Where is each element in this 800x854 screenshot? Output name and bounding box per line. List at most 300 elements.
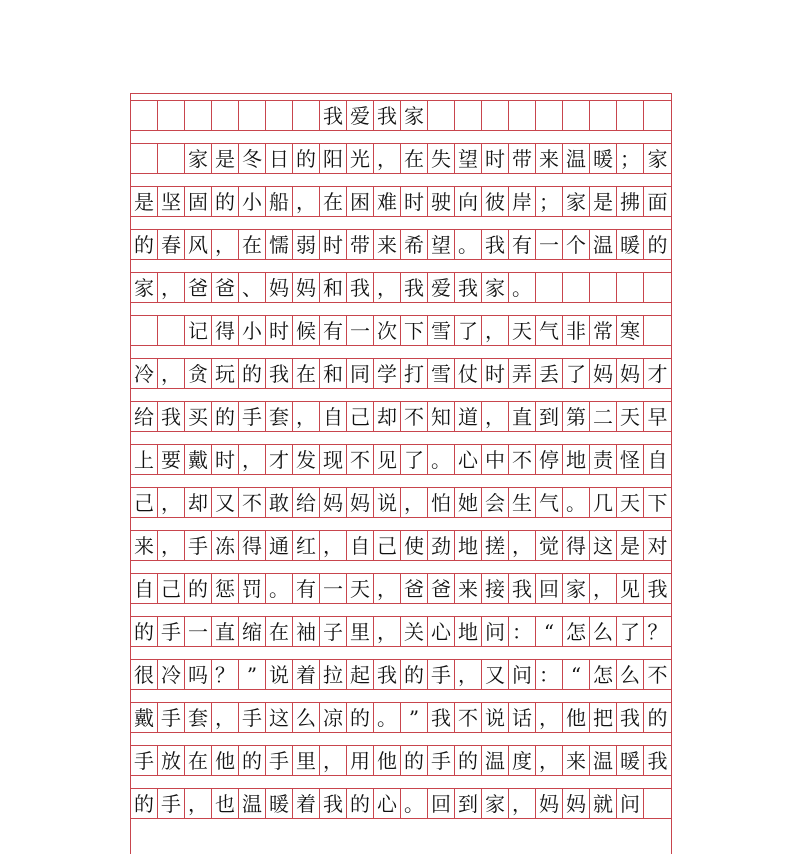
grid-cell: 同 [347,358,374,389]
grid-cell: 冬 [239,143,266,174]
grid-cell: 不 [509,444,536,475]
grid-cell [239,100,266,131]
text-row [131,358,671,389]
grid-cell: ， [374,143,401,174]
grid-cell: ： [509,616,536,647]
grid-cell: 地 [563,444,590,475]
grid-cell: “ [563,659,590,690]
grid-cell: 凉 [320,702,347,733]
grid-cell: 戴 [131,702,158,733]
grid-cell: 时 [482,143,509,174]
grid-cell: 我 [617,702,644,733]
grid-cell [617,100,644,131]
grid-cell: 的 [131,616,158,647]
grid-cell: 懦 [266,229,293,260]
grid-cell: 时 [401,186,428,217]
grid-cell: 家 [644,143,671,174]
grid-cell: 在 [401,143,428,174]
grid-cell: 拂 [617,186,644,217]
grid-cell: 仗 [455,358,482,389]
grid-cell: ， [401,487,428,518]
grid-cell: 来 [455,573,482,604]
grid-cell: 个 [563,229,590,260]
grid-cell: 拉 [320,659,347,690]
grid-cell: 的 [401,659,428,690]
grid-cell [131,315,158,346]
grid-cell: 他 [374,745,401,776]
grid-cell: ， [374,616,401,647]
grid-cell: “ [536,616,563,647]
grid-cell: 起 [347,659,374,690]
grid-cell: 在 [266,616,293,647]
text-row [131,616,671,647]
grid-cell: 贪 [185,358,212,389]
grid-cell: 手 [158,788,185,819]
grid-cell [158,315,185,346]
grid-cell: 时 [266,315,293,346]
grid-cell: 到 [536,401,563,432]
grid-cell: 里 [347,616,374,647]
grid-cell: 接 [482,573,509,604]
grid-cell: 见 [374,444,401,475]
grid-cell: 家 [131,272,158,303]
grid-cell: ， [158,530,185,561]
grid-cell: 戴 [185,444,212,475]
text-row [131,186,671,217]
grid-cell: 也 [212,788,239,819]
grid-cell: 地 [455,530,482,561]
grid-cell: 用 [347,745,374,776]
grid-cell: 家 [563,186,590,217]
grid-cell: 他 [563,702,590,733]
grid-cell: 一 [347,315,374,346]
grid-cell: 惩 [212,573,239,604]
grid-cell: ， [293,186,320,217]
grid-cell: 话 [509,702,536,733]
grid-cell: 我 [158,401,185,432]
grid-cell: 学 [374,358,401,389]
grid-cell: 心 [455,444,482,475]
grid-cell: 的 [347,702,374,733]
grid-cell: 在 [320,186,347,217]
grid-cell: ， [482,401,509,432]
grid-cell: 常 [590,315,617,346]
grid-cell: 么 [590,616,617,647]
grid-cell: 几 [590,487,617,518]
grid-cell: 就 [590,788,617,819]
grid-cell: 家 [401,100,428,131]
grid-cell: 。 [509,272,536,303]
grid-cell [617,272,644,303]
grid-cell: ， [455,659,482,690]
grid-cell: 爸 [185,272,212,303]
grid-cell: 她 [455,487,482,518]
grid-cell: 我 [644,745,671,776]
grid-cell: ， [320,745,347,776]
grid-cell: 罚 [239,573,266,604]
grid-cell: ， [293,401,320,432]
grid-cell: 小 [239,186,266,217]
grid-cell: 问 [617,788,644,819]
grid-cell: 。 [401,788,428,819]
grid-cell: ， [158,358,185,389]
grid-cell: 彼 [482,186,509,217]
text-row [131,659,671,690]
grid-cell: 套 [185,702,212,733]
grid-cell: 暖 [617,229,644,260]
grid-cell: 又 [212,487,239,518]
grid-cell: 是 [131,186,158,217]
grid-cell: 地 [455,616,482,647]
grid-cell: 了 [617,616,644,647]
grid-cell: ， [212,229,239,260]
grid-cell: 丢 [536,358,563,389]
grid-cell [590,272,617,303]
grid-cell: 我 [401,272,428,303]
grid-cell: 手 [185,530,212,561]
grid-cell: 不 [401,401,428,432]
grid-cell: 弄 [509,358,536,389]
grid-cell: ？ [212,659,239,690]
grid-cell: 的 [239,745,266,776]
grid-cell: 玩 [212,358,239,389]
grid-cell: 的 [455,745,482,776]
grid-cell: 觉 [536,530,563,561]
grid-cell: ； [617,143,644,174]
grid-cell: 。 [428,444,455,475]
grid-cell: 阳 [320,143,347,174]
grid-cell: 望 [455,143,482,174]
grid-cell: 第 [563,401,590,432]
grid-cell: 在 [185,745,212,776]
grid-cell: 。 [266,573,293,604]
grid-cell: 风 [185,229,212,260]
title-row [131,100,671,131]
grid-cell: 妈 [266,272,293,303]
grid-cell: 一 [185,616,212,647]
grid-cell: 有 [293,573,320,604]
grid-cell: 说 [266,659,293,690]
grid-cell [158,143,185,174]
grid-cell [563,100,590,131]
grid-cell: 红 [293,530,320,561]
grid-cell: 在 [293,358,320,389]
grid-cell: 心 [374,788,401,819]
grid-cell: 希 [401,229,428,260]
text-row [131,702,671,733]
grid-cell: 停 [536,444,563,475]
grid-cell: 的 [239,358,266,389]
grid-cell: 自 [347,530,374,561]
grid-cell: 来 [374,229,401,260]
grid-cell: 通 [266,530,293,561]
grid-cell: 才 [266,444,293,475]
grid-cell: 得 [212,315,239,346]
grid-cell: ； [536,186,563,217]
grid-cell: 暖 [266,788,293,819]
grid-cell: 缩 [239,616,266,647]
grid-cell: 对 [644,530,671,561]
grid-cell: 却 [374,401,401,432]
grid-cell: 带 [347,229,374,260]
grid-cell: ” [239,659,266,690]
grid-cell: ， [158,272,185,303]
grid-cell: 的 [644,702,671,733]
grid-cell: 是 [212,143,239,174]
grid-cell: 驶 [428,186,455,217]
grid-cell [428,100,455,131]
grid-cell: 暖 [617,745,644,776]
grid-cell: 我 [320,788,347,819]
grid-cell: 打 [401,358,428,389]
grid-cell [536,100,563,131]
grid-cell [644,788,671,819]
grid-cell: 到 [455,788,482,819]
grid-cell: 雪 [428,315,455,346]
grid-cell: 冷 [131,358,158,389]
grid-cell: 不 [239,487,266,518]
grid-cell: 回 [536,573,563,604]
grid-cell: 爱 [428,272,455,303]
grid-cell: 一 [320,573,347,604]
grid-cell: 。 [563,487,590,518]
grid-cell [563,272,590,303]
grid-cell: 天 [509,315,536,346]
grid-cell: 暖 [590,143,617,174]
grid-cell: 的 [401,745,428,776]
grid-cell: 难 [374,186,401,217]
grid-cell: 坚 [158,186,185,217]
grid-cell: 是 [590,186,617,217]
grid-cell: 妈 [590,358,617,389]
grid-cell: 责 [590,444,617,475]
grid-cell: 么 [617,659,644,690]
grid-cell: 和 [320,272,347,303]
grid-cell: 手 [158,702,185,733]
grid-cell: 弱 [293,229,320,260]
grid-cell [185,100,212,131]
grid-cell: 来 [563,745,590,776]
grid-cell [536,272,563,303]
grid-cell: 有 [509,229,536,260]
grid-cell: 怕 [428,487,455,518]
grid-cell: 气 [536,487,563,518]
grid-cell: ， [536,702,563,733]
grid-cell: 放 [158,745,185,776]
grid-cell: 我 [455,272,482,303]
grid-cell: 怎 [590,659,617,690]
text-row [131,315,671,346]
grid-cell: 冷 [158,659,185,690]
grid-cell: 直 [509,401,536,432]
grid-cell: 把 [590,702,617,733]
grid-cell: 上 [131,444,158,475]
grid-cell: ， [374,272,401,303]
grid-cell: 心 [428,616,455,647]
grid-cell: 记 [185,315,212,346]
grid-cell: 时 [320,229,347,260]
grid-cell: 不 [347,444,374,475]
grid-cell: 却 [185,487,212,518]
grid-cell: 我 [374,100,401,131]
grid-cell: 二 [590,401,617,432]
grid-cell: 手 [428,659,455,690]
text-row [131,788,671,819]
grid-cell: 家 [185,143,212,174]
grid-cell: 怎 [563,616,590,647]
grid-cell: 了 [455,315,482,346]
grid-cell: 。 [455,229,482,260]
grid-cell: 时 [212,444,239,475]
grid-cell: 度 [509,745,536,776]
grid-cell: 船 [266,186,293,217]
grid-cell: 又 [482,659,509,690]
grid-cell: 手 [131,745,158,776]
grid-cell [590,100,617,131]
grid-cell: 吗 [185,659,212,690]
grid-cell: 关 [401,616,428,647]
grid-cell: 爸 [212,272,239,303]
grid-cell: 手 [266,745,293,776]
grid-cell: ， [590,573,617,604]
grid-cell: 雪 [428,358,455,389]
text-row [131,745,671,776]
grid-cell: 说 [482,702,509,733]
grid-cell [644,100,671,131]
grid-cell: 才 [644,358,671,389]
grid-cell: 自 [320,401,347,432]
grid-cell: 己 [347,401,374,432]
grid-cell: ， [320,530,347,561]
grid-cell: 现 [320,444,347,475]
grid-cell: 这 [590,530,617,561]
grid-cell: 次 [374,315,401,346]
grid-cell: 下 [644,487,671,518]
grid-cell: 光 [347,143,374,174]
grid-cell: 失 [428,143,455,174]
grid-cell: 说 [374,487,401,518]
grid-cell: 小 [239,315,266,346]
text-row [131,530,671,561]
grid-cell: 气 [536,315,563,346]
grid-cell: 在 [239,229,266,260]
grid-cell: ， [482,315,509,346]
grid-cell [509,100,536,131]
grid-cell: 给 [131,401,158,432]
grid-cell: 道 [455,401,482,432]
grid-cell: 面 [644,186,671,217]
grid-cell: 的 [212,401,239,432]
grid-cell [266,100,293,131]
grid-cell [455,100,482,131]
grid-cell: 得 [563,530,590,561]
grid-cell: ， [509,788,536,819]
grid-cell: 着 [293,788,320,819]
grid-cell: 他 [212,745,239,776]
grid-cell: 妈 [320,487,347,518]
grid-cell: 我 [347,272,374,303]
grid-cell: ” [401,702,428,733]
grid-cell: 我 [509,573,536,604]
grid-cell [482,100,509,131]
grid-cell: 得 [239,530,266,561]
grid-cell: 么 [293,702,320,733]
grid-cell: 。 [374,702,401,733]
grid-cell: 搓 [482,530,509,561]
grid-cell [293,100,320,131]
grid-cell: 己 [374,530,401,561]
grid-cell: 手 [239,702,266,733]
grid-cell: ， [509,530,536,561]
grid-cell: 要 [158,444,185,475]
grid-cell: ， [158,487,185,518]
grid-cell: 己 [158,573,185,604]
grid-cell: 的 [293,143,320,174]
grid-cell: 的 [131,788,158,819]
grid-cell: 怪 [617,444,644,475]
grid-cell: ， [212,702,239,733]
text-row [131,401,671,432]
grid-cell: 的 [131,229,158,260]
grid-cell: 岸 [509,186,536,217]
grid-cell: 温 [590,229,617,260]
grid-cell: 望 [428,229,455,260]
grid-cell: 向 [455,186,482,217]
grid-cell: 温 [590,745,617,776]
text-row [131,573,671,604]
grid-cell: ， [239,444,266,475]
grid-cell: 问 [482,616,509,647]
grid-cell: 己 [131,487,158,518]
grid-cell: 给 [293,487,320,518]
grid-cell [131,100,158,131]
manuscript-grid-paper [130,93,672,854]
grid-cell: 固 [185,186,212,217]
grid-cell: 来 [536,143,563,174]
grid-cell: 知 [428,401,455,432]
grid-cell: ， [536,745,563,776]
grid-cell: 生 [509,487,536,518]
text-row [131,444,671,475]
grid-cell: 劲 [428,530,455,561]
grid-cell: 来 [131,530,158,561]
grid-cell: 自 [644,444,671,475]
grid-cell: 了 [401,444,428,475]
grid-cell: 会 [482,487,509,518]
grid-cell: 着 [293,659,320,690]
grid-cell: 手 [428,745,455,776]
grid-cell [644,315,671,346]
grid-cell: 爱 [347,100,374,131]
grid-cell: 敢 [266,487,293,518]
grid-cell: 候 [293,315,320,346]
text-row [131,272,671,303]
grid-cell [158,100,185,131]
grid-cell: 家 [563,573,590,604]
grid-cell: 不 [644,659,671,690]
grid-cell: 天 [617,401,644,432]
grid-cell: 我 [374,659,401,690]
grid-cell: 使 [401,530,428,561]
grid-cell: 是 [617,530,644,561]
grid-cell: 寒 [617,315,644,346]
grid-cell: 我 [482,229,509,260]
grid-cell: 妈 [347,487,374,518]
grid-cell: 非 [563,315,590,346]
grid-cell: ： [536,659,563,690]
grid-cell: 买 [185,401,212,432]
grid-cell: 早 [644,401,671,432]
